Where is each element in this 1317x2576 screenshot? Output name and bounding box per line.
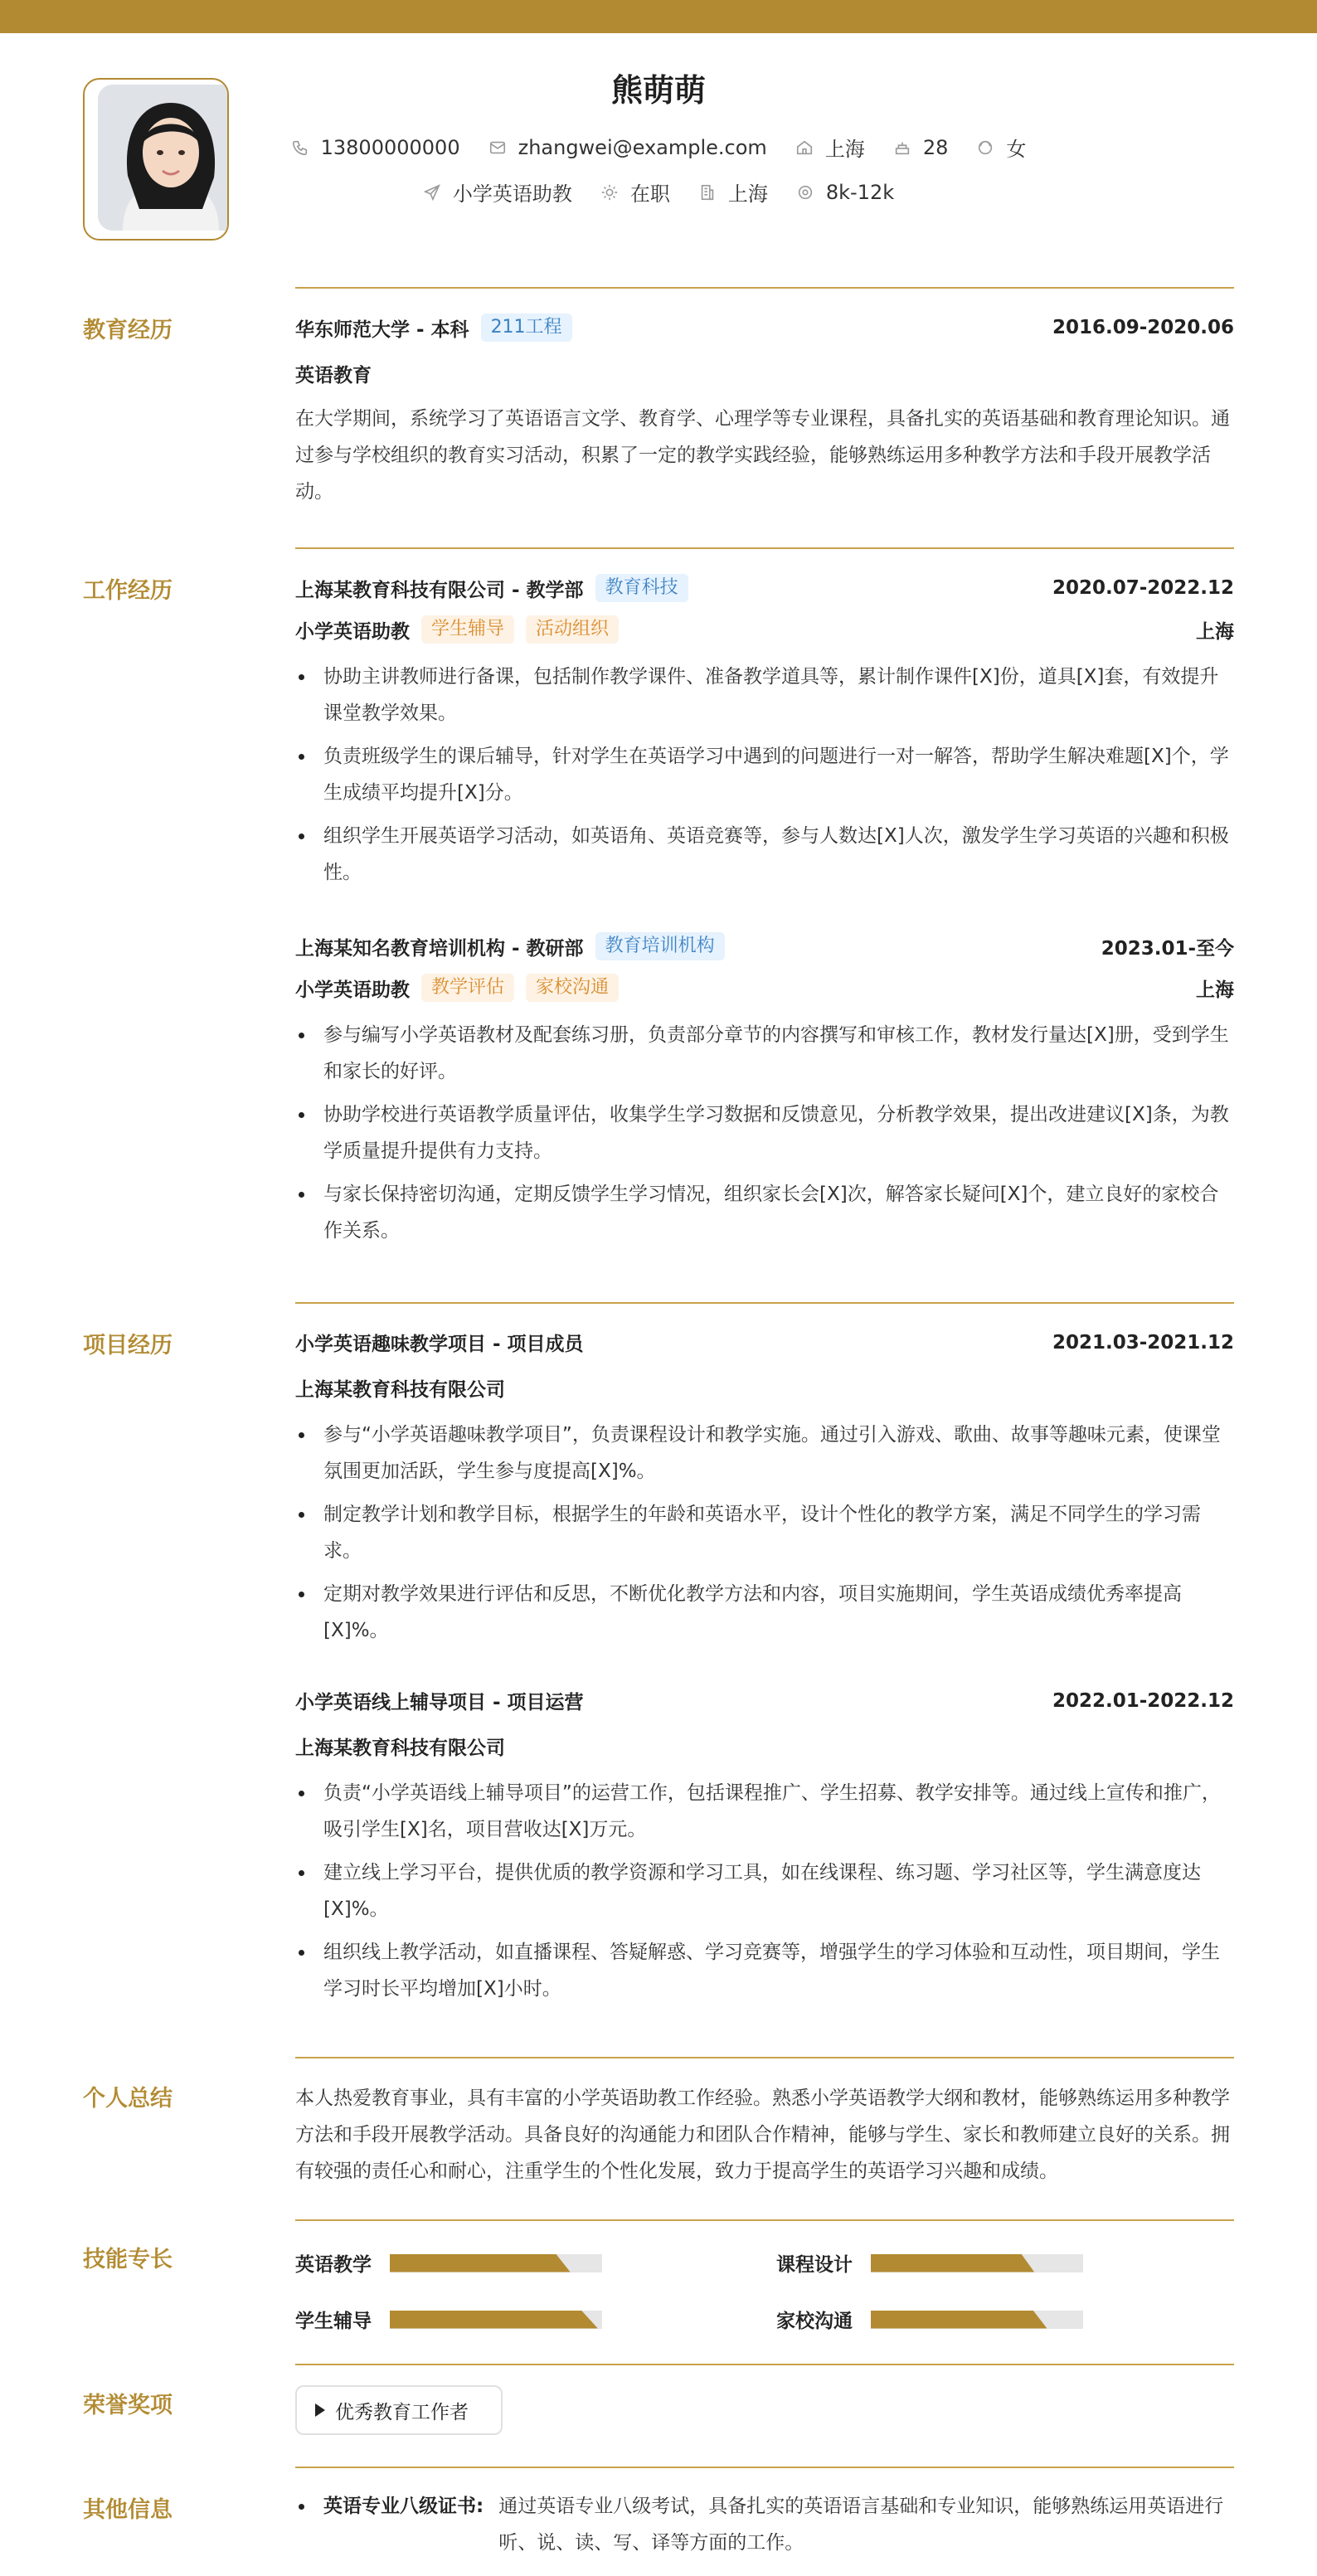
- divider: [295, 2364, 1234, 2365]
- role-tag: 活动组织: [526, 615, 619, 644]
- role-line: [295, 974, 1234, 1002]
- job-intent-row: [0, 177, 1317, 207]
- gender-icon: [976, 139, 994, 157]
- divider: [295, 547, 1234, 549]
- skill-item: [776, 2306, 1083, 2333]
- section-title-education: 教育经历: [83, 318, 173, 343]
- work-entry-1: [295, 574, 1234, 897]
- list-item: 协助主讲教师进行备课，包括制作教学课件、准备教学道具等，累计制作课件[X]份，道具[X]套，有效提升课堂教学效果。: [295, 659, 1234, 731]
- school-tag: 211工程: [481, 313, 572, 342]
- project-entry-2: [295, 1687, 1234, 2014]
- role-tag: 教学评估: [421, 974, 514, 1002]
- divider: [295, 2219, 1234, 2221]
- role-tag: 家校沟通: [526, 974, 619, 1002]
- school-name: 华东师范大学 - 本科: [295, 318, 469, 341]
- company-name: 上海某知名教育培训机构 - 教研部: [295, 937, 584, 960]
- contact-row: [0, 133, 1317, 162]
- location-item: [795, 133, 865, 162]
- education-desc: 在大学期间，系统学习了英语语言文学、教育学、心理学等专业课程，具备扎实的英语基础和教育理论知识。通过参与学校组织的教育实习活动，积累了一定的教学实践经验，能够熟练运用多种教学方法和手段开展教学活动。: [295, 408, 1230, 503]
- money-icon: [796, 183, 814, 202]
- location-text: 上海: [824, 138, 865, 161]
- skill-bar: [871, 2254, 1083, 2272]
- phone-icon: [291, 139, 309, 157]
- section-title-honors: 荣誉奖项: [83, 2393, 173, 2418]
- age-item: [893, 133, 949, 162]
- skill-label: 课程设计: [776, 2254, 853, 2276]
- send-icon: [423, 183, 441, 202]
- list-item: 参与“小学英语趣味教学项目”，负责课程设计和教学实施。通过引入游戏、歌曲、故事等趣味元素，使课堂氛围更加活跃，学生参与度提高[X]%。: [295, 1417, 1234, 1490]
- project-bullets: [295, 1775, 1234, 2007]
- summary-text: 本人热爱教育事业，具有丰富的小学英语助教工作经验。熟悉小学英语教学大纲和教材，能够熟练运用多种教学方法和手段开展教学活动。具备良好的沟通能力和团队合作精神，能够与学生、家长和教师建立良好的关系。拥有较强的责任心和耐心，注重学生的个性化发展，致力于提高学生的英语学习兴趣和成绩。: [295, 2088, 1230, 2182]
- list-item: 与家长保持密切沟通，定期反馈学生学习情况，组织家长会[X]次，解答家长疑问[X]个，建立良好的家校合作关系。: [295, 1176, 1234, 1249]
- work-title-line: [295, 932, 1234, 960]
- skill-label: 学生辅导: [295, 2311, 372, 2332]
- work-bullets: [295, 1017, 1234, 1249]
- project-title: 小学英语趣味教学项目 - 项目成员: [295, 1334, 584, 1355]
- status-item: [600, 177, 670, 207]
- award-label: 优秀教育工作者: [335, 2401, 469, 2423]
- building-icon: [698, 183, 717, 202]
- skill-label: 英语教学: [295, 2254, 372, 2276]
- project-entry-1: [295, 1329, 1234, 1655]
- divider: [295, 1302, 1234, 1304]
- email-item: [488, 133, 767, 162]
- list-item: 参与编写小学英语教材及配套练习册，负责部分章节的内容撰写和审核工作，教材发行量达[X]册，受到学生和家长的好评。: [295, 1017, 1234, 1090]
- work-date: 2023.01-至今: [1101, 937, 1234, 960]
- other-info-key: 英语专业八级证书:: [295, 2488, 484, 2561]
- job-target-item: [423, 177, 572, 207]
- section-title-summary: 个人总结: [83, 2086, 173, 2112]
- gender-text: 女: [1006, 138, 1027, 161]
- list-item: 定期对教学效果进行评估和反思，不断优化教学方法和内容，项目实施期间，学生英语成绩优秀率提高[X]%。: [295, 1576, 1234, 1649]
- mail-icon: [488, 139, 507, 157]
- status-text: 在职: [629, 182, 670, 206]
- project-org: 上海某教育科技有限公司: [295, 1738, 505, 1759]
- skill-bar: [390, 2311, 602, 2329]
- email-text: zhangwei@example.com: [518, 135, 767, 159]
- work-entry-2: [295, 932, 1234, 1256]
- work-city: 上海: [1196, 620, 1234, 643]
- target-city-text: 上海: [727, 182, 768, 206]
- status-icon: [600, 183, 619, 202]
- skill-bar: [871, 2311, 1083, 2329]
- section-title-work: 工作经历: [83, 578, 173, 604]
- skill-bar-fill: [871, 2254, 1034, 2272]
- top-accent-bar: [0, 0, 1317, 33]
- education-entry: [295, 313, 1234, 510]
- project-title: 小学英语线上辅导项目 - 项目运营: [295, 1692, 584, 1713]
- candidate-name: 熊萌萌: [610, 72, 706, 109]
- other-info-item: [295, 2488, 1234, 2561]
- education-date: 2016.09-2020.06: [1052, 317, 1234, 338]
- divider: [295, 287, 1234, 289]
- list-item: 协助学校进行英语教学质量评估，收集学生学习数据和反馈意见，分析教学效果，提出改进建议[X]条，为教学质量提升提供有力支持。: [295, 1096, 1234, 1169]
- role-name: 小学英语助教: [295, 979, 410, 1001]
- target-city-item: [698, 177, 768, 207]
- list-item: 制定教学计划和教学目标，根据学生的年龄和英语水平，设计个性化的教学方案，满足不同学生的学习需求。: [295, 1496, 1234, 1569]
- list-item: 负责班级学生的课后辅导，针对学生在英语学习中遇到的问题进行一对一解答，帮助学生解决难题[X]个，学生成绩平均提升[X]分。: [295, 738, 1234, 811]
- role-tag: 学生辅导: [421, 615, 514, 644]
- work-bullets: [295, 659, 1234, 891]
- job-target-text: 小学英语助教: [452, 182, 572, 206]
- age-text: 28: [922, 135, 949, 159]
- company-tag: 教育科技: [595, 574, 688, 602]
- home-icon: [795, 139, 814, 157]
- project-date: 2021.03-2021.12: [1052, 1331, 1234, 1354]
- skill-bar-fill: [390, 2311, 598, 2329]
- skill-bar: [390, 2254, 602, 2272]
- divider: [295, 2057, 1234, 2058]
- skill-item: [295, 2306, 602, 2333]
- work-date: 2020.07-2022.12: [1052, 577, 1234, 599]
- role-name: 小学英语助教: [295, 620, 410, 643]
- work-title-line: [295, 574, 1234, 602]
- education-major: 英语教育: [295, 365, 372, 386]
- section-title-skills: 技能专长: [83, 2247, 173, 2272]
- list-item: 组织学生开展英语学习活动，如英语角、英语竞赛等，参与人数达[X]人次，激发学生学习英语的兴趣和积极性。: [295, 818, 1234, 891]
- divider: [295, 2467, 1234, 2468]
- list-item: 组织线上教学活动，如直播课程、答疑解惑、学习竞赛等，增强学生的学习体验和互动性，项目期间，学生学习时长平均增加[X]小时。: [295, 1934, 1234, 2007]
- salary-text: 8k-12k: [825, 180, 895, 204]
- age-icon: [893, 139, 911, 157]
- project-date: 2022.01-2022.12: [1052, 1689, 1234, 1712]
- phone-item: [291, 133, 460, 162]
- project-bullets: [295, 1417, 1234, 1649]
- phone-text: 13800000000: [320, 135, 460, 159]
- other-info-value: 通过英语专业八级考试，具备扎实的英语语言基础和专业知识，能够熟练运用英语进行听、说、读、写、译等方面的工作。: [498, 2496, 1224, 2554]
- list-item: 负责“小学英语线上辅导项目”的运营工作，包括课程推广、学生招募、教学安排等。通过线上宣传和推广，吸引学生[X]名，项目营收达[X]万元。: [295, 1775, 1234, 1848]
- list-item: 建立线上学习平台，提供优质的教学资源和学习工具，如在线课程、练习题、学习社区等，学生满意度达[X]%。: [295, 1854, 1234, 1927]
- skill-item: [776, 2249, 1083, 2277]
- project-org: 上海某教育科技有限公司: [295, 1379, 505, 1401]
- section-title-projects: 项目经历: [83, 1333, 173, 1358]
- project-title-line: [295, 1329, 1234, 1356]
- skill-item: [295, 2249, 602, 2277]
- section-title-other: 其他信息: [83, 2497, 173, 2523]
- skill-label: 家校沟通: [776, 2311, 853, 2332]
- company-name: 上海某教育科技有限公司 - 教学部: [295, 579, 584, 601]
- education-title-line: [295, 313, 1234, 342]
- work-city: 上海: [1196, 979, 1234, 1001]
- skill-bar-fill: [390, 2254, 571, 2272]
- gender-item: [976, 133, 1026, 162]
- play-icon: [315, 2403, 325, 2417]
- company-tag: 教育培训机构: [595, 932, 725, 960]
- award-chip[interactable]: [295, 2385, 503, 2435]
- project-title-line: [295, 1687, 1234, 1714]
- role-line: [295, 615, 1234, 644]
- salary-item: [796, 177, 894, 207]
- skill-bar-fill: [871, 2311, 1047, 2329]
